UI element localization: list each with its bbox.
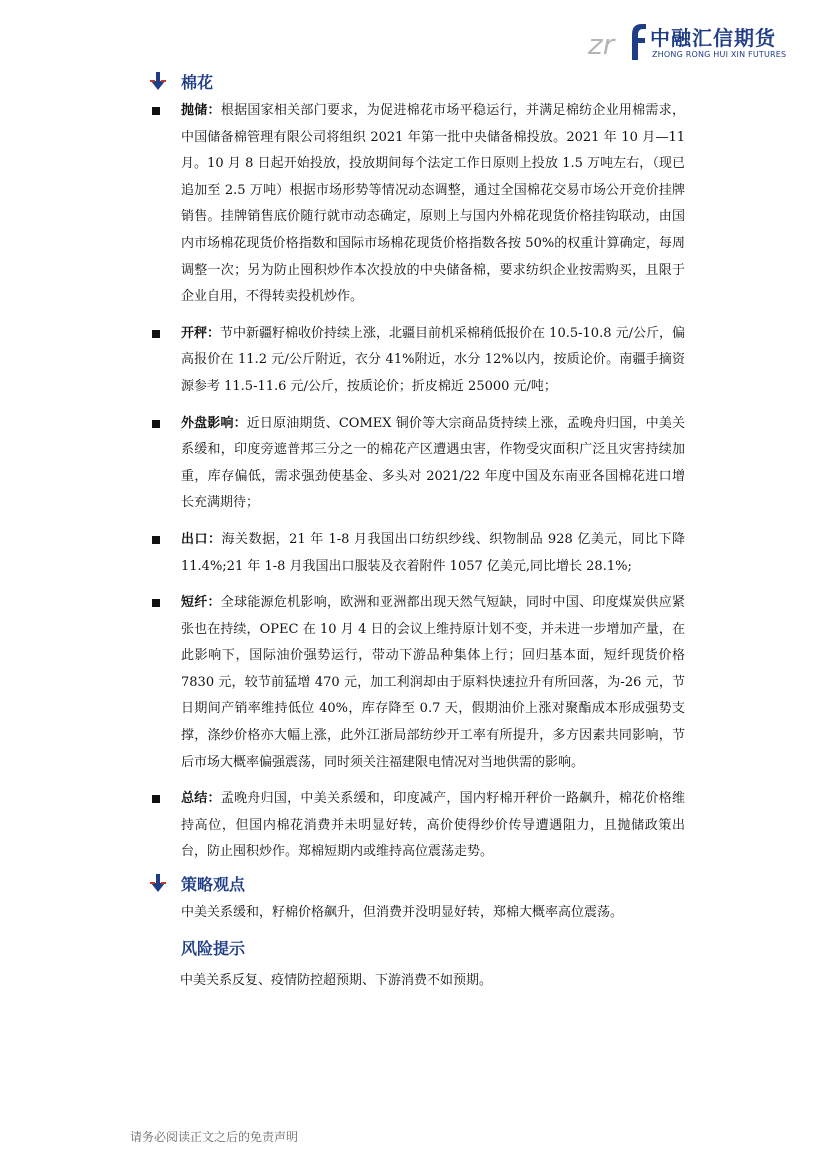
section-title-strategy: 策略观点 (181, 875, 246, 895)
zrf-logo-icon (588, 20, 650, 62)
arrow-down-icon (150, 72, 166, 92)
paragraph-text: 海关数据，21 年 1-8 月我国出口纺织纱线、织物制品 928 亿美元，同比下降 11.4%;21 年 1-8 月我国出口服装及衣着附件 1057 亿美元,同比增长 28.1%; (181, 531, 685, 574)
arrow-down-icon (150, 874, 166, 894)
report-content (150, 68, 685, 1007)
paragraph-text: 孟晚舟归国，中美关系缓和，印度减产，国内籽棉开秤价一路飙升，棉花价格维持高位，但国内棉花消费并未明显好转，高价使得纱价传导遭遇阻力，且抛储政策出台，防止囤积炒作。郑棉短期内或维持高位震荡走势。 (181, 791, 685, 860)
bullet-square-icon (152, 795, 160, 803)
paragraph-stockpile-release (150, 98, 685, 311)
strategy-text: 中美关系缓和，籽棉价格飙升，但消费并没明显好转，郑棉大概率高位震荡。 (181, 905, 624, 921)
bullet-square-icon (152, 330, 160, 338)
risk-text: 中美关系反复、疫情防控超预期、下游消费不如预期。 (180, 973, 493, 989)
section-title-risk: 风险提示 (181, 939, 246, 959)
section-heading-strategy (150, 870, 685, 900)
section-title-cotton: 棉花 (181, 73, 214, 92)
bullet-square-icon (152, 107, 160, 115)
paragraph-lead: 外盘影响： (181, 415, 247, 431)
paragraph-staple-fiber (150, 590, 685, 776)
paragraph-purchase-opening (150, 321, 685, 401)
company-logo (588, 20, 787, 62)
section-heading-cotton (150, 68, 685, 98)
paragraph-lead: 总结： (181, 791, 221, 807)
paragraph-lead: 抛储： (181, 103, 221, 118)
svg-text:zr: zr (588, 28, 615, 61)
paragraph-summary (150, 786, 685, 866)
paragraph-lead: 开秤： (181, 325, 221, 341)
paragraph-lead: 短纤： (181, 595, 221, 611)
logo-english-name: ZHONG RONG HUI XIN FUTURES (652, 50, 787, 59)
paragraph-text: 近日原油期货、COMEX 铜价等大宗商品货持续上涨，孟晚舟归国，中美关系缓和，印度旁遮普邦三分之一的棉花产区遭遇虫害，作物受灾面积广泛且灾害持续加重，库存偏低，需求强劲使基金、多头对 2021/22 年度中国及东南亚各国棉花进口增长充满期待； (181, 415, 685, 511)
paragraph-external-market (150, 411, 685, 517)
bullet-square-icon (152, 599, 160, 607)
bullet-square-icon (152, 420, 160, 428)
paragraph-export (150, 527, 685, 580)
paragraph-text: 节中新疆籽棉收价持续上涨，北疆目前机采棉稍低报价在 10.5-10.8 元/公斤，偏高报价在 11.2 元/公斤附近，衣分 41%附近，水分 12%以内，按质论价。南疆手摘资源参考 11.5-11.6 元/公斤，按质论价；折皮棉近 25000 元/吨； (181, 325, 685, 394)
disclaimer-footer: 请务必阅读正文之后的免责声明 (130, 1130, 299, 1144)
paragraph-text: 根据国家相关部门要求，为促进棉花市场平稳运行，并满足棉纺企业用棉需求，中国储备棉管理有限公司将组织 2021 年第一批中央储备棉投放。2021 年 10 月—11 月。10 月 8 日起开始投放，投放期间每个法定工作日原则上投放 1.5 万吨左右，（现已追加至 2.5 万吨）根据市场形势等情况动态调整，通过全国棉花交易市场公开竞价挂牌销售。挂牌销售底价随行就市动态确定，原则上与国内外棉花现货价格挂钩联动，由国内市场棉花现货价格指数和国际市场棉花现货价格指数各按 50%的权重计算确定，每周调整一次；另为防止囤积炒作本次投放的中央储备棉，要求纺织企业按需购买，且限于企业自用，不得转卖投机炒作。 (181, 103, 685, 305)
logo-chinese-name: 中融汇信期货 (650, 26, 776, 50)
paragraph-lead: 出口： (181, 531, 222, 547)
bullet-square-icon (152, 536, 160, 544)
paragraph-text: 全球能源危机影响，欧洲和亚洲都出现天然气短缺，同时中国、印度煤炭供应紧张也在持续，OPEC 在 10 月 4 日的会议上维持原计划不变，并未进一步增加产量，在此影响下，国际油价强势运行，带动下游品种集体上行；回归基本面，短纤现货价格 7830 元，较节前猛增 470 元，加工利润却由于原料快速拉升有所回落，为-26 元，节日期间产销率维持低位 40%，库存降至 0.7 天，假期油价上涨对聚酯成本形成强势支撑，涤纱价格亦大幅上涨，此外江浙局部纺纱开工率有所提升，多方因素共同影响，节后市场大概率偏强震荡，同时须关注福建限电情况对当地供需的影响。 (181, 595, 685, 770)
